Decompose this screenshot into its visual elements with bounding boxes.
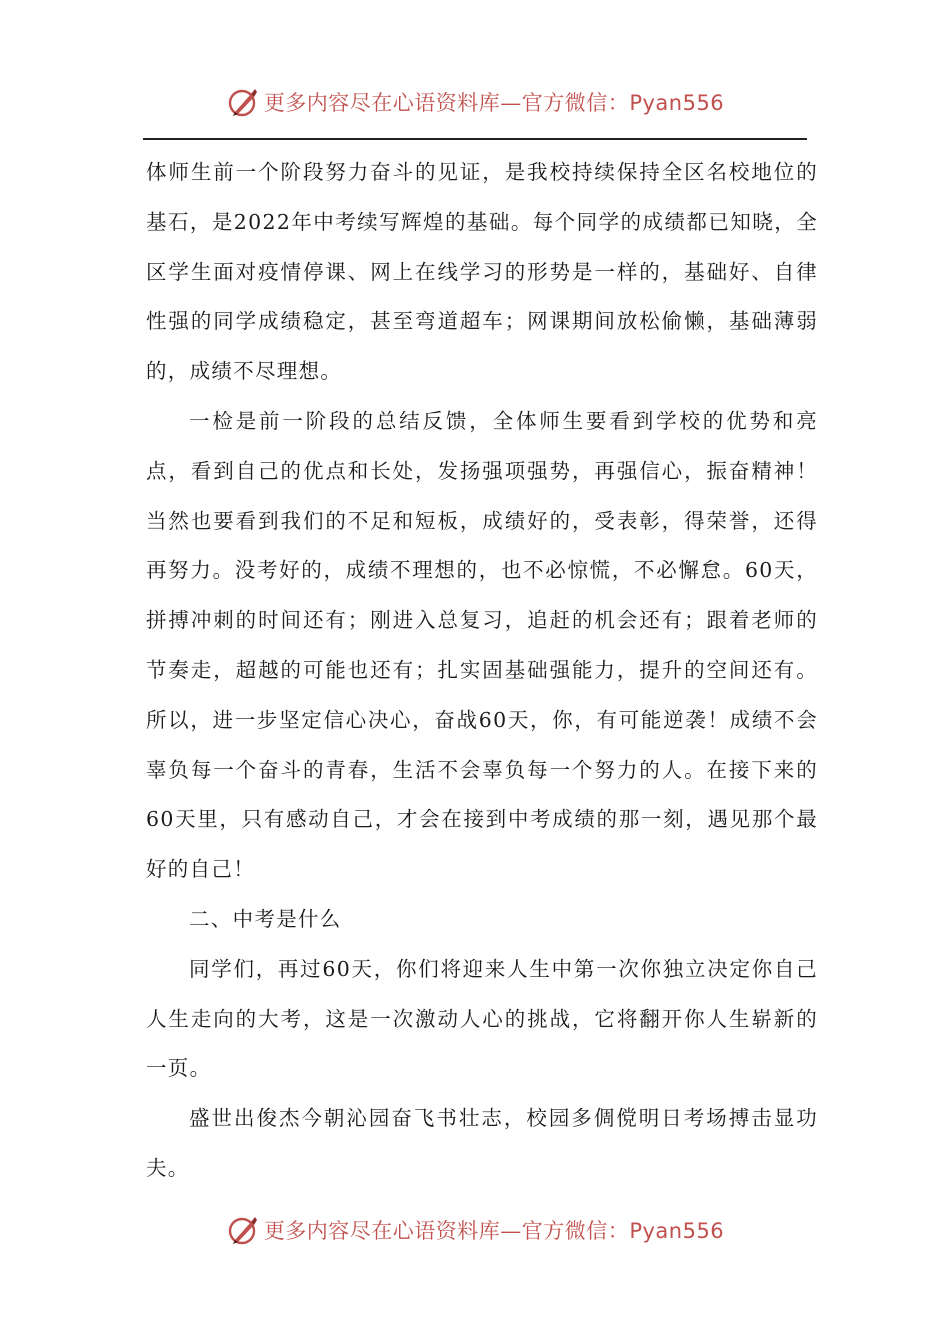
watermark-text [264,1215,724,1245]
pen-logo-icon [226,1213,260,1247]
watermark-label: 更多内容尽在心语资料库—官方微信： [263,91,630,115]
section-heading: 二、中考是什么 [189,906,342,931]
header-watermark [0,82,950,122]
paragraph: 同学们，再过60天，你们将迎来人生中第一次你独立决定你自己人生走向的大考，这是一次激动人心的挑战，它将翻开你人生崭新的一页。 [146,956,818,1081]
wechat-id: Pyan556 [629,91,725,115]
paragraph: 体师生前一个阶段努力奋斗的见证，是我校持续保持全区名校地位的基石，是2022年中考续写辉煌的基础。每个同学的成绩都已知晓，全区学生面对疫情停课、网上在线学习的形势是一样的，基础好、自律性强的同学成绩稳定，甚至弯道超车；网课期间放松偷懒，基础薄弱的，成绩不尽理想。 [146,160,818,384]
paragraph: 一检是前一阶段的总结反馈，全体师生要看到学校的优势和亮点，看到自己的优点和长处，发扬强项强势，再强信心，振奋精神！当然也要看到我们的不足和短板，成绩好的，受表彰，得荣誉，还得再努力。没考好的，成绩不理想的，也不必惊慌，不必懈怠。60天，拼搏冲刺的时间还有；刚进入总复习，追赶的机会还有；跟着老师的节奏走，超越的可能也还有；扎实固基础强能力，提升的空间还有。所以，进一步坚定信心决心，奋战60天，你，有可能逆袭！成绩不会辜负每一个奋斗的青春，生活不会辜负每一个努力的人。在接下来的60天里，只有感动自己，才会在接到中考成绩的那一刻，遇见那个最好的自己！ [146,408,818,882]
watermark-label: 更多内容尽在心语资料库—官方微信： [263,1219,630,1243]
pen-logo-icon [226,85,260,119]
footer-watermark [0,1210,950,1250]
header-divider [143,138,807,140]
paragraph: 盛世出俊杰今朝沁园奋飞书壮志，校园多倜傥明日考场搏击显功夫。 [146,1106,818,1180]
document-body [146,148,818,1194]
watermark-text [264,87,724,117]
wechat-id: Pyan556 [629,1219,725,1243]
